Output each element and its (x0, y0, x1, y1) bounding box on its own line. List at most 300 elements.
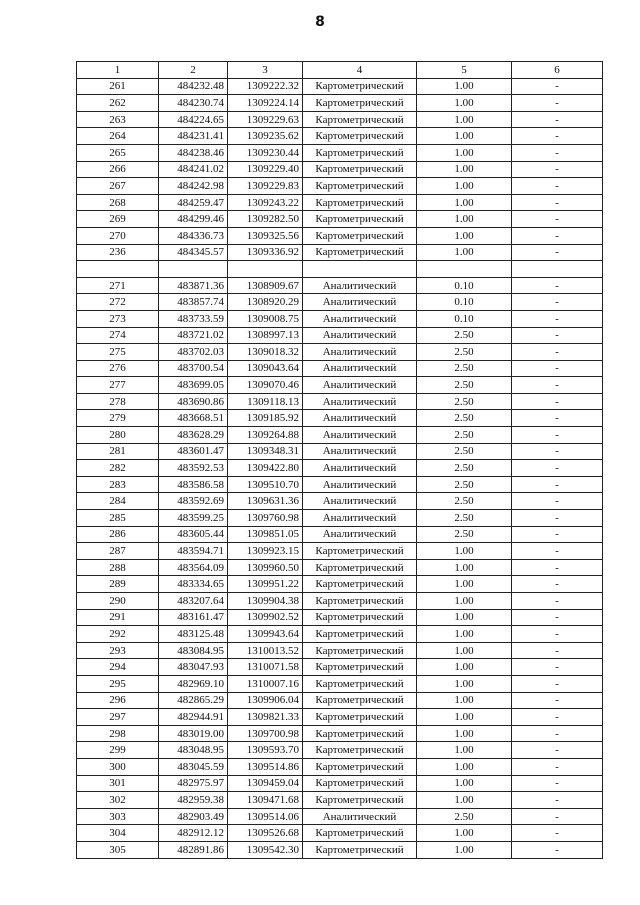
x-coordinate-cell: 482975.97 (159, 775, 228, 792)
y-coordinate-cell: 1309422.80 (228, 460, 303, 477)
table-row (77, 825, 603, 842)
note-cell: - (512, 78, 603, 95)
note-cell: - (512, 310, 603, 327)
y-coordinate-cell: 1309471.68 (228, 792, 303, 809)
y-coordinate-cell: 1309514.86 (228, 758, 303, 775)
accuracy-cell: 2.50 (417, 410, 512, 427)
method-cell: Аналитический (303, 808, 417, 825)
table-row (77, 128, 603, 145)
y-coordinate-cell: 1308909.67 (228, 277, 303, 294)
x-coordinate-cell: 483019.00 (159, 725, 228, 742)
method-cell: Аналитический (303, 526, 417, 543)
point-number-cell: 281 (77, 443, 159, 460)
table-row (77, 211, 603, 228)
point-number-cell: 271 (77, 277, 159, 294)
x-coordinate-cell: 483207.64 (159, 593, 228, 610)
note-cell: - (512, 825, 603, 842)
accuracy-cell: 1.00 (417, 559, 512, 576)
point-number-cell: 283 (77, 476, 159, 493)
accuracy-cell: 0.10 (417, 294, 512, 311)
accuracy-cell: 1.00 (417, 692, 512, 709)
note-cell: - (512, 427, 603, 444)
x-coordinate-cell: 483605.44 (159, 526, 228, 543)
y-coordinate-cell: 1309700.98 (228, 725, 303, 742)
y-coordinate-cell: 1309018.32 (228, 344, 303, 361)
point-number-cell: 275 (77, 344, 159, 361)
x-coordinate-cell: 484242.98 (159, 178, 228, 195)
coordinates-table (76, 61, 603, 859)
x-coordinate-cell: 483334.65 (159, 576, 228, 593)
method-cell: Картометрический (303, 775, 417, 792)
y-coordinate-cell: 1309904.38 (228, 593, 303, 610)
y-coordinate-cell: 1309118.13 (228, 393, 303, 410)
x-coordinate-cell: 482903.49 (159, 808, 228, 825)
note-cell: - (512, 111, 603, 128)
point-number-cell: 277 (77, 377, 159, 394)
method-cell: Картометрический (303, 576, 417, 593)
column-header: 2 (159, 62, 228, 79)
note-cell: - (512, 294, 603, 311)
x-coordinate-cell: 484230.74 (159, 95, 228, 112)
table-row (77, 476, 603, 493)
point-number-cell: 287 (77, 543, 159, 560)
x-coordinate-cell: 482865.29 (159, 692, 228, 709)
point-number-cell: 278 (77, 393, 159, 410)
method-cell: Картометрический (303, 144, 417, 161)
table-row (77, 427, 603, 444)
column-header: 1 (77, 62, 159, 79)
point-number-cell: 264 (77, 128, 159, 145)
table-row (77, 775, 603, 792)
y-coordinate-cell: 1309348.31 (228, 443, 303, 460)
table-row (77, 310, 603, 327)
y-coordinate-cell: 1309222.32 (228, 78, 303, 95)
column-header: 5 (417, 62, 512, 79)
point-number-cell: 284 (77, 493, 159, 510)
note-cell: - (512, 626, 603, 643)
note-cell: - (512, 393, 603, 410)
method-cell (303, 261, 417, 278)
accuracy-cell: 2.50 (417, 393, 512, 410)
table-row (77, 543, 603, 560)
point-number-cell: 294 (77, 659, 159, 676)
note-cell: - (512, 144, 603, 161)
note-cell: - (512, 642, 603, 659)
note-cell: - (512, 327, 603, 344)
method-cell: Картометрический (303, 244, 417, 261)
accuracy-cell: 1.00 (417, 78, 512, 95)
point-number-cell: 300 (77, 758, 159, 775)
method-cell: Картометрический (303, 841, 417, 858)
y-coordinate-cell: 1309243.22 (228, 194, 303, 211)
table-row (77, 178, 603, 195)
accuracy-cell: 2.50 (417, 427, 512, 444)
accuracy-cell: 2.50 (417, 377, 512, 394)
y-coordinate-cell: 1309851.05 (228, 526, 303, 543)
point-number-cell: 304 (77, 825, 159, 842)
method-cell: Аналитический (303, 294, 417, 311)
table-row (77, 111, 603, 128)
method-cell: Картометрический (303, 161, 417, 178)
accuracy-cell: 2.50 (417, 360, 512, 377)
y-coordinate-cell: 1309514.06 (228, 808, 303, 825)
y-coordinate-cell: 1309008.75 (228, 310, 303, 327)
x-coordinate-cell: 482912.12 (159, 825, 228, 842)
method-cell: Картометрический (303, 227, 417, 244)
table-row (77, 161, 603, 178)
point-number-cell: 263 (77, 111, 159, 128)
point-number-cell: 299 (77, 742, 159, 759)
x-coordinate-cell: 483048.95 (159, 742, 228, 759)
y-coordinate-cell: 1309070.46 (228, 377, 303, 394)
accuracy-cell: 1.00 (417, 111, 512, 128)
x-coordinate-cell: 483628.29 (159, 427, 228, 444)
y-coordinate-cell: 1309282.50 (228, 211, 303, 228)
table-body (77, 78, 603, 858)
table-row (77, 78, 603, 95)
point-number-cell: 267 (77, 178, 159, 195)
x-coordinate-cell: 484224.65 (159, 111, 228, 128)
column-header: 6 (512, 62, 603, 79)
table-row (77, 559, 603, 576)
accuracy-cell: 2.50 (417, 526, 512, 543)
method-cell: Аналитический (303, 427, 417, 444)
table-row (77, 95, 603, 112)
note-cell: - (512, 692, 603, 709)
method-cell: Картометрический (303, 725, 417, 742)
x-coordinate-cell: 484231.41 (159, 128, 228, 145)
y-coordinate-cell: 1309459.04 (228, 775, 303, 792)
method-cell: Картометрический (303, 675, 417, 692)
point-number-cell: 296 (77, 692, 159, 709)
point-number-cell: 286 (77, 526, 159, 543)
point-number-cell: 268 (77, 194, 159, 211)
accuracy-cell: 1.00 (417, 841, 512, 858)
x-coordinate-cell: 483161.47 (159, 609, 228, 626)
table-row (77, 642, 603, 659)
table-row (77, 593, 603, 610)
y-coordinate-cell: 1309185.92 (228, 410, 303, 427)
y-coordinate-cell: 1309526.68 (228, 825, 303, 842)
method-cell: Картометрический (303, 709, 417, 726)
table-row (77, 360, 603, 377)
accuracy-cell: 1.00 (417, 626, 512, 643)
note-cell: - (512, 460, 603, 477)
table-row (77, 792, 603, 809)
x-coordinate-cell (159, 261, 228, 278)
method-cell: Картометрический (303, 692, 417, 709)
method-cell: Картометрический (303, 111, 417, 128)
method-cell: Аналитический (303, 510, 417, 527)
note-cell: - (512, 493, 603, 510)
point-number-cell: 297 (77, 709, 159, 726)
y-coordinate-cell: 1308920.29 (228, 294, 303, 311)
x-coordinate-cell: 484238.46 (159, 144, 228, 161)
table-row (77, 493, 603, 510)
accuracy-cell: 1.00 (417, 758, 512, 775)
table-row (77, 327, 603, 344)
x-coordinate-cell: 484299.46 (159, 211, 228, 228)
note-cell: - (512, 725, 603, 742)
table-row (77, 725, 603, 742)
y-coordinate-cell: 1309235.62 (228, 128, 303, 145)
note-cell: - (512, 128, 603, 145)
y-coordinate-cell: 1309229.40 (228, 161, 303, 178)
x-coordinate-cell: 482969.10 (159, 675, 228, 692)
accuracy-cell: 1.00 (417, 576, 512, 593)
point-number-cell: 270 (77, 227, 159, 244)
method-cell: Картометрический (303, 128, 417, 145)
method-cell: Аналитический (303, 344, 417, 361)
method-cell: Картометрический (303, 825, 417, 842)
point-number-cell: 289 (77, 576, 159, 593)
note-cell: - (512, 178, 603, 195)
x-coordinate-cell: 483586.58 (159, 476, 228, 493)
table-row (77, 576, 603, 593)
x-coordinate-cell: 483047.93 (159, 659, 228, 676)
note-cell: - (512, 675, 603, 692)
x-coordinate-cell: 482959.38 (159, 792, 228, 809)
accuracy-cell: 2.50 (417, 476, 512, 493)
point-number-cell: 303 (77, 808, 159, 825)
x-coordinate-cell: 484345.57 (159, 244, 228, 261)
x-coordinate-cell: 484241.02 (159, 161, 228, 178)
note-cell: - (512, 775, 603, 792)
x-coordinate-cell: 483857.74 (159, 294, 228, 311)
x-coordinate-cell: 483871.36 (159, 277, 228, 294)
note-cell: - (512, 576, 603, 593)
x-coordinate-cell: 483599.25 (159, 510, 228, 527)
point-number-cell: 262 (77, 95, 159, 112)
method-cell: Картометрический (303, 95, 417, 112)
method-cell: Картометрический (303, 609, 417, 626)
note-cell: - (512, 227, 603, 244)
table-row (77, 675, 603, 692)
note-cell: - (512, 194, 603, 211)
table-row (77, 626, 603, 643)
y-coordinate-cell: 1310013.52 (228, 642, 303, 659)
table-row (77, 410, 603, 427)
point-number-cell: 290 (77, 593, 159, 610)
x-coordinate-cell: 483733.59 (159, 310, 228, 327)
accuracy-cell: 1.00 (417, 725, 512, 742)
y-coordinate-cell: 1309906.04 (228, 692, 303, 709)
x-coordinate-cell: 482891.86 (159, 841, 228, 858)
note-cell: - (512, 244, 603, 261)
note-cell: - (512, 609, 603, 626)
method-cell: Картометрический (303, 792, 417, 809)
method-cell: Аналитический (303, 443, 417, 460)
point-number-cell: 269 (77, 211, 159, 228)
x-coordinate-cell: 483601.47 (159, 443, 228, 460)
y-coordinate-cell: 1309229.63 (228, 111, 303, 128)
accuracy-cell: 2.50 (417, 510, 512, 527)
method-cell: Картометрический (303, 626, 417, 643)
x-coordinate-cell: 483592.53 (159, 460, 228, 477)
column-header: 3 (228, 62, 303, 79)
method-cell: Аналитический (303, 277, 417, 294)
table-row (77, 841, 603, 858)
accuracy-cell: 1.00 (417, 792, 512, 809)
y-coordinate-cell: 1309821.33 (228, 709, 303, 726)
method-cell: Аналитический (303, 493, 417, 510)
table-row (77, 659, 603, 676)
point-number-cell: 266 (77, 161, 159, 178)
method-cell: Картометрический (303, 543, 417, 560)
table-row (77, 194, 603, 211)
y-coordinate-cell: 1309230.44 (228, 144, 303, 161)
y-coordinate-cell (228, 261, 303, 278)
note-cell: - (512, 526, 603, 543)
note-cell: - (512, 443, 603, 460)
point-number-cell: 236 (77, 244, 159, 261)
table-row (77, 526, 603, 543)
x-coordinate-cell: 482944.91 (159, 709, 228, 726)
y-coordinate-cell: 1308997.13 (228, 327, 303, 344)
table-row (77, 460, 603, 477)
accuracy-cell: 1.00 (417, 144, 512, 161)
point-number-cell: 305 (77, 841, 159, 858)
method-cell: Картометрический (303, 194, 417, 211)
point-number-cell: 285 (77, 510, 159, 527)
accuracy-cell: 2.50 (417, 327, 512, 344)
accuracy-cell: 1.00 (417, 161, 512, 178)
table-row (77, 692, 603, 709)
point-number-cell: 261 (77, 78, 159, 95)
accuracy-cell: 2.50 (417, 460, 512, 477)
table-row (77, 227, 603, 244)
accuracy-cell: 1.00 (417, 825, 512, 842)
table-row (77, 510, 603, 527)
note-cell: - (512, 344, 603, 361)
table-row (77, 758, 603, 775)
y-coordinate-cell: 1309923.15 (228, 543, 303, 560)
y-coordinate-cell: 1309336.92 (228, 244, 303, 261)
point-number-cell: 293 (77, 642, 159, 659)
x-coordinate-cell: 484259.47 (159, 194, 228, 211)
note-cell (512, 261, 603, 278)
accuracy-cell: 1.00 (417, 675, 512, 692)
page-number: 8 (315, 14, 325, 30)
table-row (77, 393, 603, 410)
y-coordinate-cell: 1309325.56 (228, 227, 303, 244)
method-cell: Аналитический (303, 460, 417, 477)
table-row (77, 808, 603, 825)
method-cell: Аналитический (303, 327, 417, 344)
method-cell: Картометрический (303, 78, 417, 95)
y-coordinate-cell: 1309760.98 (228, 510, 303, 527)
accuracy-cell: 1.00 (417, 659, 512, 676)
x-coordinate-cell: 483700.54 (159, 360, 228, 377)
y-coordinate-cell: 1310071.58 (228, 659, 303, 676)
y-coordinate-cell: 1309224.14 (228, 95, 303, 112)
method-cell: Картометрический (303, 178, 417, 195)
accuracy-cell: 0.10 (417, 310, 512, 327)
table-row (77, 277, 603, 294)
method-cell: Картометрический (303, 659, 417, 676)
point-number-cell: 279 (77, 410, 159, 427)
note-cell: - (512, 410, 603, 427)
note-cell: - (512, 211, 603, 228)
note-cell: - (512, 543, 603, 560)
note-cell: - (512, 709, 603, 726)
method-cell: Картометрический (303, 559, 417, 576)
accuracy-cell (417, 261, 512, 278)
method-cell: Аналитический (303, 360, 417, 377)
note-cell: - (512, 95, 603, 112)
accuracy-cell: 1.00 (417, 178, 512, 195)
point-number-cell: 288 (77, 559, 159, 576)
accuracy-cell: 1.00 (417, 128, 512, 145)
table-row (77, 244, 603, 261)
method-cell: Картометрический (303, 758, 417, 775)
method-cell: Аналитический (303, 310, 417, 327)
point-number-cell: 280 (77, 427, 159, 444)
y-coordinate-cell: 1309043.64 (228, 360, 303, 377)
point-number-cell: 302 (77, 792, 159, 809)
method-cell: Аналитический (303, 377, 417, 394)
accuracy-cell: 2.50 (417, 493, 512, 510)
y-coordinate-cell: 1309943.64 (228, 626, 303, 643)
note-cell: - (512, 593, 603, 610)
x-coordinate-cell: 483702.03 (159, 344, 228, 361)
table-row (77, 294, 603, 311)
note-cell: - (512, 476, 603, 493)
table-row (77, 144, 603, 161)
table-row (77, 609, 603, 626)
point-number-cell: 292 (77, 626, 159, 643)
method-cell: Картометрический (303, 593, 417, 610)
accuracy-cell: 1.00 (417, 593, 512, 610)
table-header (77, 62, 603, 79)
note-cell: - (512, 659, 603, 676)
x-coordinate-cell: 483594.71 (159, 543, 228, 560)
table-row (77, 443, 603, 460)
y-coordinate-cell: 1309542.30 (228, 841, 303, 858)
note-cell: - (512, 792, 603, 809)
accuracy-cell: 1.00 (417, 709, 512, 726)
header-row (77, 62, 603, 79)
note-cell: - (512, 742, 603, 759)
point-number-cell: 295 (77, 675, 159, 692)
y-coordinate-cell: 1309229.83 (228, 178, 303, 195)
point-number-cell (77, 261, 159, 278)
note-cell: - (512, 377, 603, 394)
table-row (77, 709, 603, 726)
note-cell: - (512, 841, 603, 858)
point-number-cell: 298 (77, 725, 159, 742)
x-coordinate-cell: 483690.86 (159, 393, 228, 410)
note-cell: - (512, 808, 603, 825)
y-coordinate-cell: 1309902.52 (228, 609, 303, 626)
method-cell: Аналитический (303, 393, 417, 410)
accuracy-cell: 2.50 (417, 443, 512, 460)
point-number-cell: 276 (77, 360, 159, 377)
accuracy-cell: 1.00 (417, 742, 512, 759)
y-coordinate-cell: 1309510.70 (228, 476, 303, 493)
y-coordinate-cell: 1310007.16 (228, 675, 303, 692)
point-number-cell: 282 (77, 460, 159, 477)
note-cell: - (512, 559, 603, 576)
point-number-cell: 291 (77, 609, 159, 626)
x-coordinate-cell: 483125.48 (159, 626, 228, 643)
x-coordinate-cell: 483564.09 (159, 559, 228, 576)
note-cell: - (512, 277, 603, 294)
x-coordinate-cell: 483592.69 (159, 493, 228, 510)
x-coordinate-cell: 483045.59 (159, 758, 228, 775)
table-row (77, 344, 603, 361)
y-coordinate-cell: 1309264.88 (228, 427, 303, 444)
